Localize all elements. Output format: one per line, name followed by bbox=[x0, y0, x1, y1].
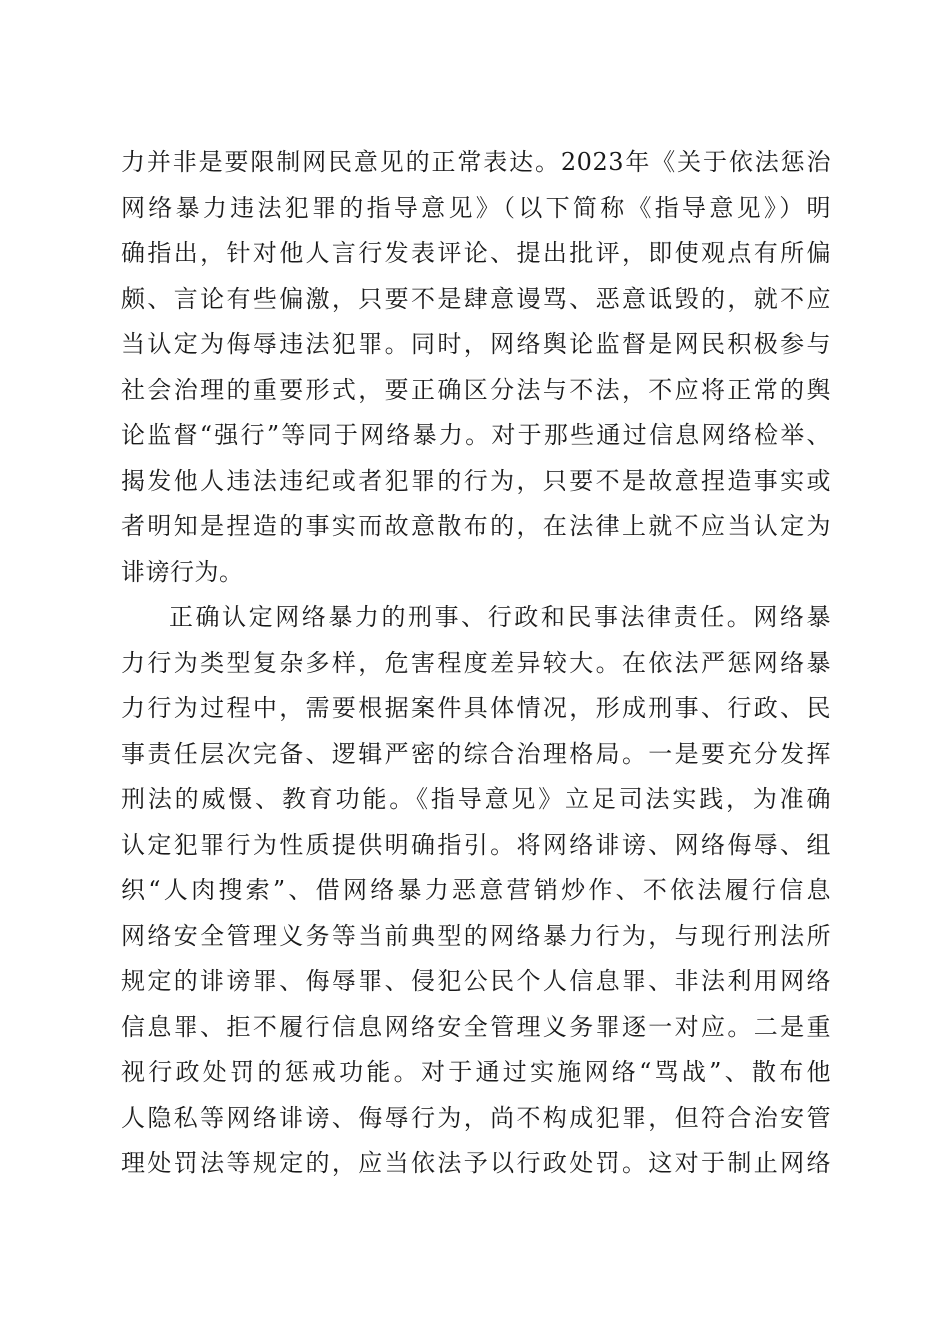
paragraph-2-line-12: 人隐私等网络诽谤、侮辱行为，尚不构成犯罪，但符合治安管 bbox=[121, 1103, 831, 1132]
paragraph-2-line-2: 力行为类型复杂多样，危害程度差异较大。在依法严惩网络暴 bbox=[121, 648, 831, 677]
paragraph-2-line-7: 织“人肉搜索”、借网络暴力恶意营销炒作、不依法履行信息 bbox=[121, 876, 831, 904]
paragraph-2-line-13: 理处罚法等规定的，应当依法予以行政处罚。这对于制止网络 bbox=[121, 1149, 831, 1177]
paragraph-2-line-10: 信息罪、拒不履行信息网络安全管理义务罪逐一对应。二是重 bbox=[121, 1012, 831, 1041]
paragraph-1-line-8: 揭发他人违法违纪或者犯罪的行为，只要不是故意捏造事实或 bbox=[121, 466, 831, 495]
paragraph-2-line-4: 事责任层次完备、逻辑严密的综合治理格局。一是要充分发挥 bbox=[121, 739, 831, 768]
paragraph-1-line-5: 当认定为侮辱违法犯罪。同时，网络舆论监督是网民积极参与 bbox=[121, 330, 831, 358]
paragraph-2-line-8: 网络安全管理义务等当前典型的网络暴力行为，与现行刑法所 bbox=[121, 921, 831, 950]
paragraph-1-line-4: 颇、言论有些偏激，只要不是肆意谩骂、恶意诋毁的，就不应 bbox=[121, 284, 831, 313]
paragraph-2-line-6: 认定犯罪行为性质提供明确指引。将网络诽谤、网络侮辱、组 bbox=[121, 830, 831, 859]
paragraph-1-line-1: 力并非是要限制网民意见的正常表达。2023年《关于依法惩治 bbox=[121, 148, 831, 176]
paragraph-2-line-5: 刑法的威慑、教育功能。《指导意见》立足司法实践，为准确 bbox=[121, 785, 831, 813]
paragraph-1-line-6: 社会治理的重要形式，要正确区分法与不法，不应将正常的舆 bbox=[121, 375, 831, 404]
paragraph-1-line-7: 论监督“强行”等同于网络暴力。对于那些通过信息网络检举、 bbox=[121, 421, 831, 449]
paragraph-2-line-9: 规定的诽谤罪、侮辱罪、侵犯公民个人信息罪、非法利用网络 bbox=[121, 967, 831, 995]
paragraph-2-line-11: 视行政处罚的惩戒功能。对于通过实施网络“骂战”、散布他 bbox=[121, 1058, 831, 1086]
paragraph-1-line-10: 诽谤行为。 bbox=[121, 557, 244, 586]
paragraph-2-line-1: 正确认定网络暴力的刑事、行政和民事法律责任。网络暴 bbox=[169, 603, 831, 631]
document-body bbox=[121, 140, 831, 1187]
paragraph-1-line-3: 确指出，针对他人言行发表评论、提出批评，即使观点有所偏 bbox=[121, 239, 831, 267]
paragraph-2-line-3: 力行为过程中，需要根据案件具体情况，形成刑事、行政、民 bbox=[121, 694, 831, 722]
paragraph-1-line-2: 网络暴力违法犯罪的指导意见》（以下简称《指导意见》）明 bbox=[121, 193, 831, 222]
paragraph-1-line-9: 者明知是捏造的事实而故意散布的，在法律上就不应当认定为 bbox=[121, 512, 831, 540]
